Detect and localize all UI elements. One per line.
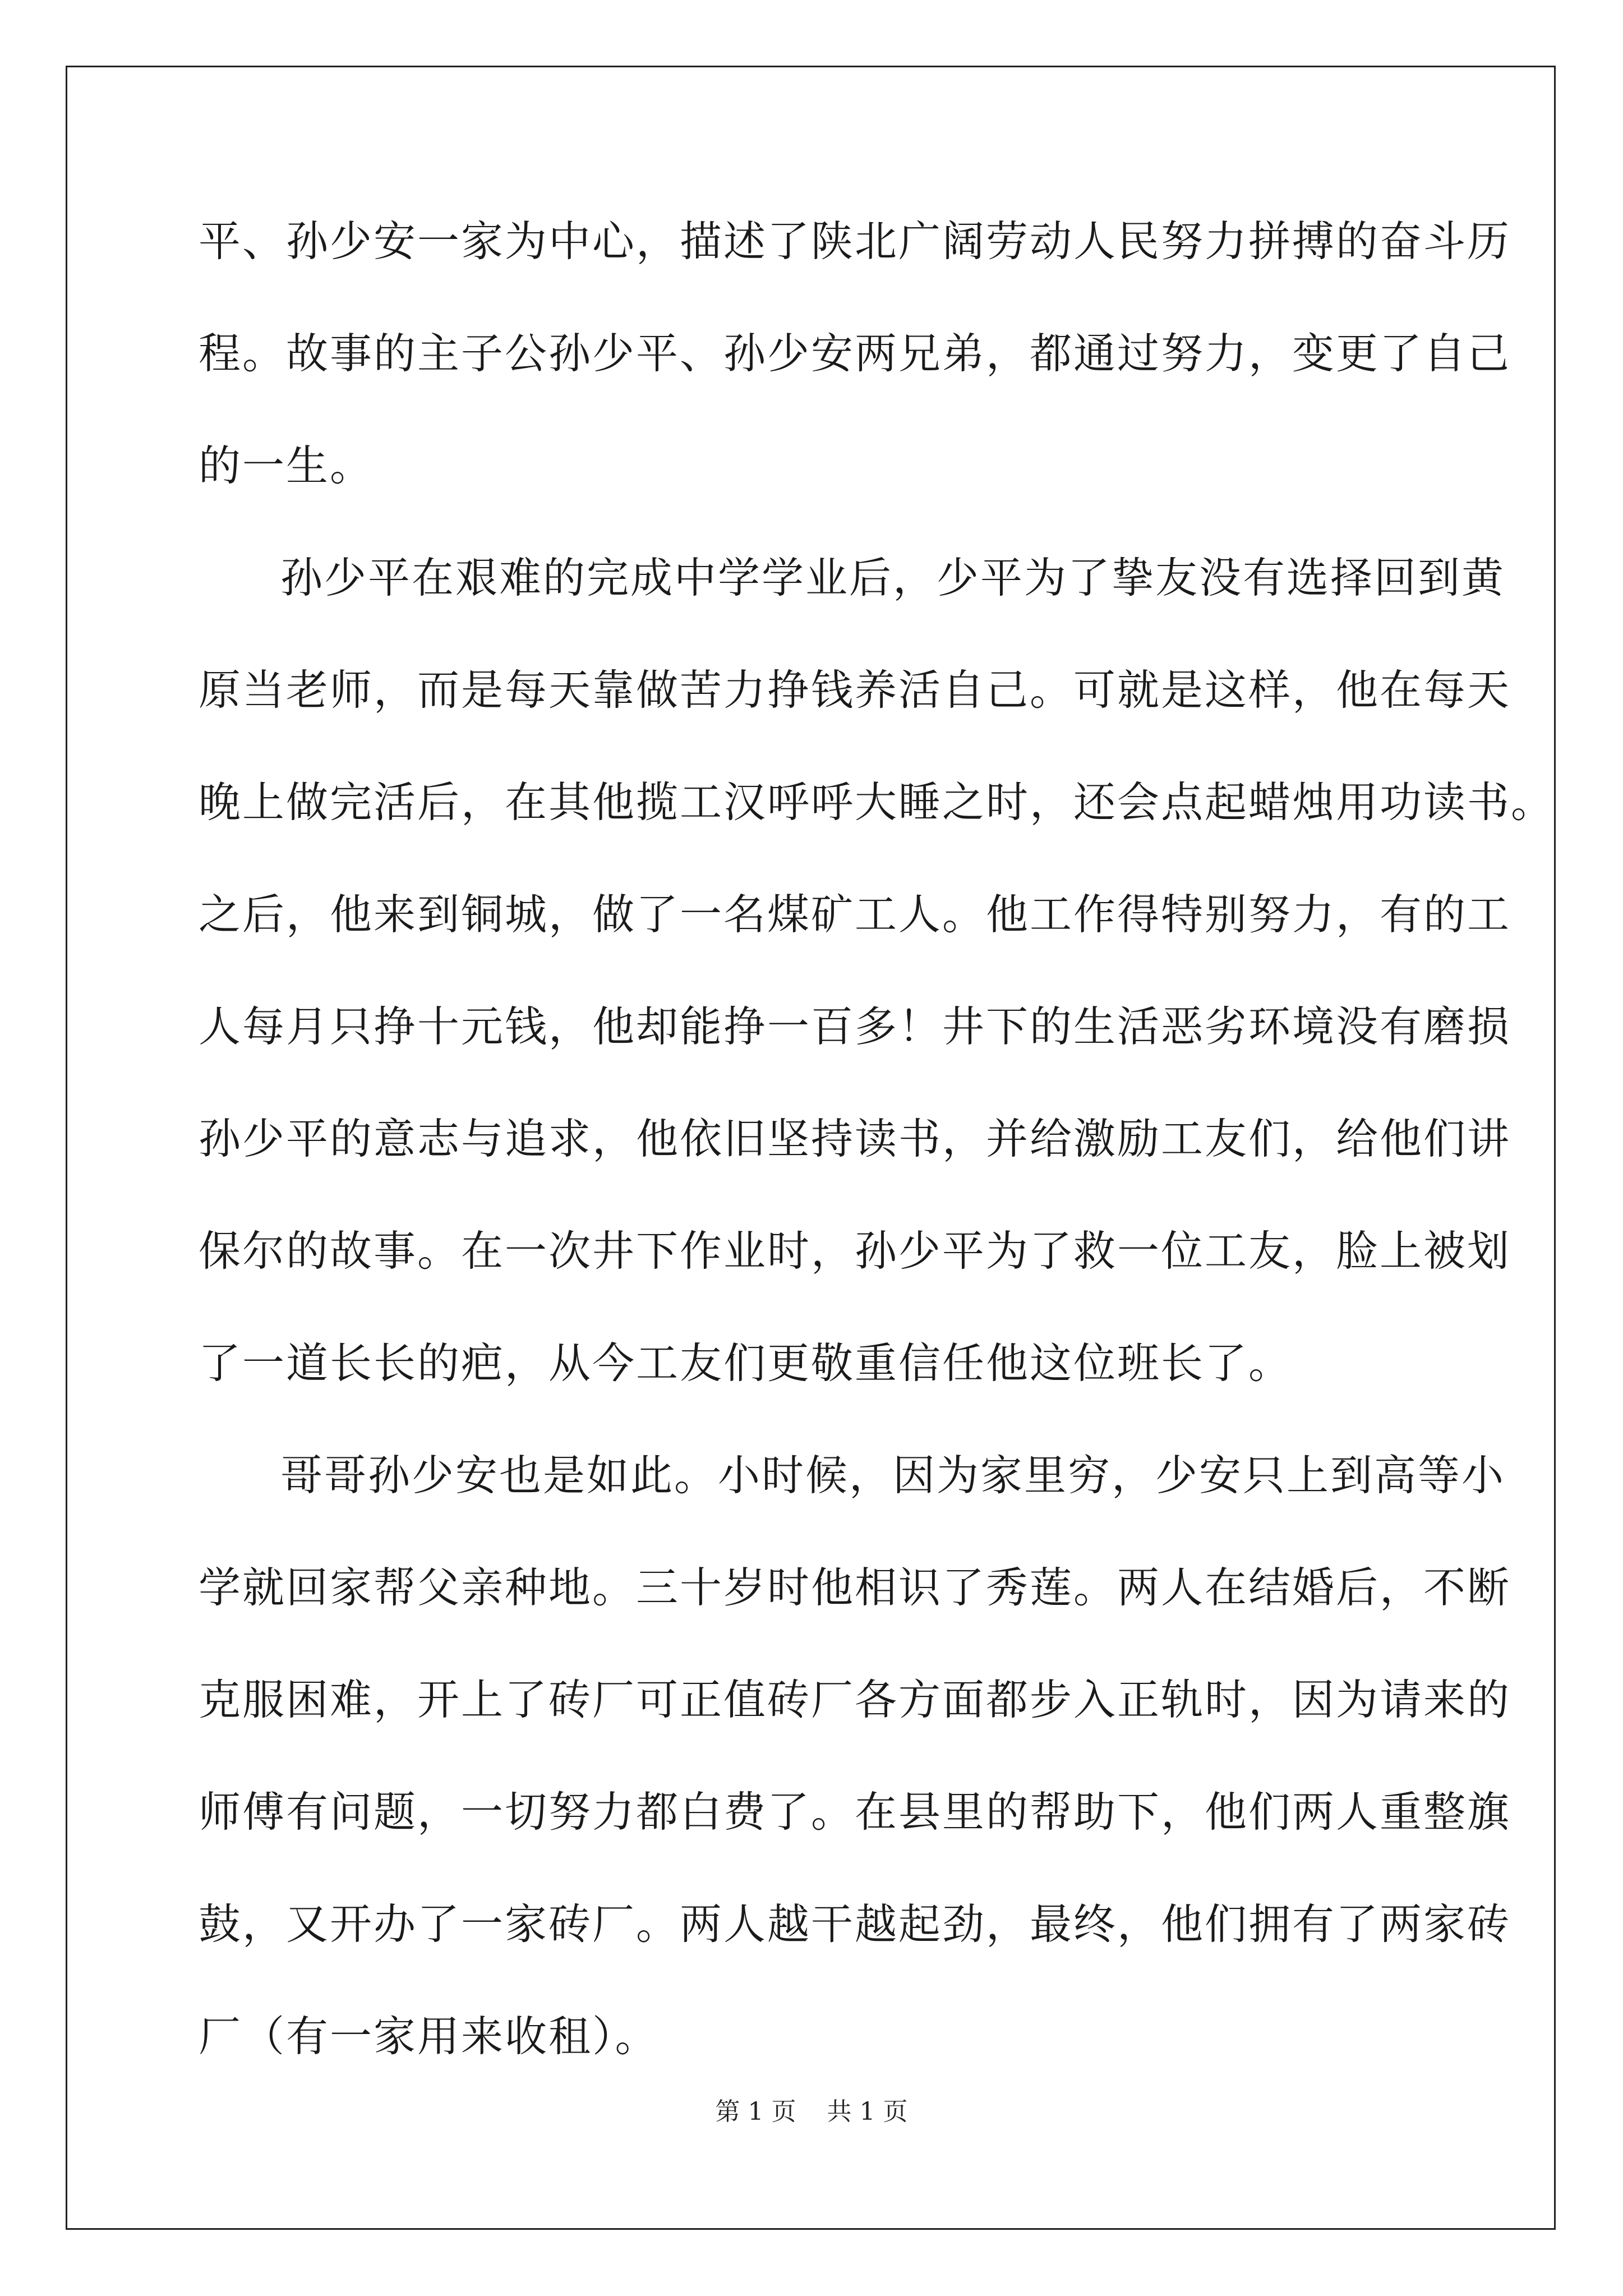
paragraph-3-line-2: 学就回家帮父亲种地。三十岁时他相识了秀莲。两人在结婚后，不断 <box>199 1563 1511 1612</box>
paragraph-3-line-3: 克服困难，开上了砖厂可正值砖厂各方面都步入正轨时，因为请来的 <box>199 1675 1511 1724</box>
paragraph-2-line-3: 晚上做完活后，在其他揽工汉呼呼大睡之时，还会点起蜡烛用功读书。 <box>199 777 1555 827</box>
paragraph-3-line-6: 厂（有一家用来收租）。 <box>199 2012 659 2061</box>
paragraph-2-line-4: 之后，他来到铜城，做了一名煤矿工人。他工作得特别努力，有的工 <box>199 890 1511 939</box>
paragraph-2-line-2: 原当老师，而是每天靠做苦力挣钱养活自己。可就是这样，他在每天 <box>199 665 1511 715</box>
paragraph-2-line-7: 保尔的故事。在一次井下作业时，孙少平为了救一位工友，脸上被划 <box>199 1226 1511 1276</box>
paragraph-2-line-5: 人每月只挣十元钱，他却能挣一百多！井下的生活恶劣环境没有磨损 <box>199 1002 1511 1051</box>
paragraph-3-line-1: 哥哥孙少安也是如此。小时候，因为家里穷，少安只上到高等小 <box>280 1451 1506 1500</box>
paragraph-2-line-8: 了一道长长的疤，从今工友们更敬重信任他这位班长了。 <box>199 1338 1293 1388</box>
page-footer <box>0 2095 1623 2129</box>
page-number-total: 共 1 页 <box>827 2097 908 2126</box>
paragraph-3-line-5: 鼓，又开办了一家砖厂。两人越干越起劲，最终，他们拥有了两家砖 <box>199 1899 1511 1949</box>
page-number-current: 第 1 页 <box>715 2097 796 2126</box>
paragraph-2-line-6: 孙少平的意志与追求，他依旧坚持读书，并给激励工友们，给他们讲 <box>199 1114 1511 1163</box>
paragraph-1-line-2: 程。故事的主子公孙少平、孙少安两兄弟，都通过努力，变更了自己 <box>199 329 1511 378</box>
paragraph-2-line-1: 孙少平在艰难的完成中学学业后，少平为了挚友没有选择回到黄 <box>280 553 1506 602</box>
paragraph-1-line-1: 平、孙少安一家为中心，描述了陕北广阔劳动人民努力拼搏的奋斗历 <box>199 217 1511 266</box>
paragraph-3-line-4: 师傅有问题，一切努力都白费了。在县里的帮助下，他们两人重整旗 <box>199 1787 1511 1837</box>
paragraph-1-line-3: 的一生。 <box>199 441 374 490</box>
